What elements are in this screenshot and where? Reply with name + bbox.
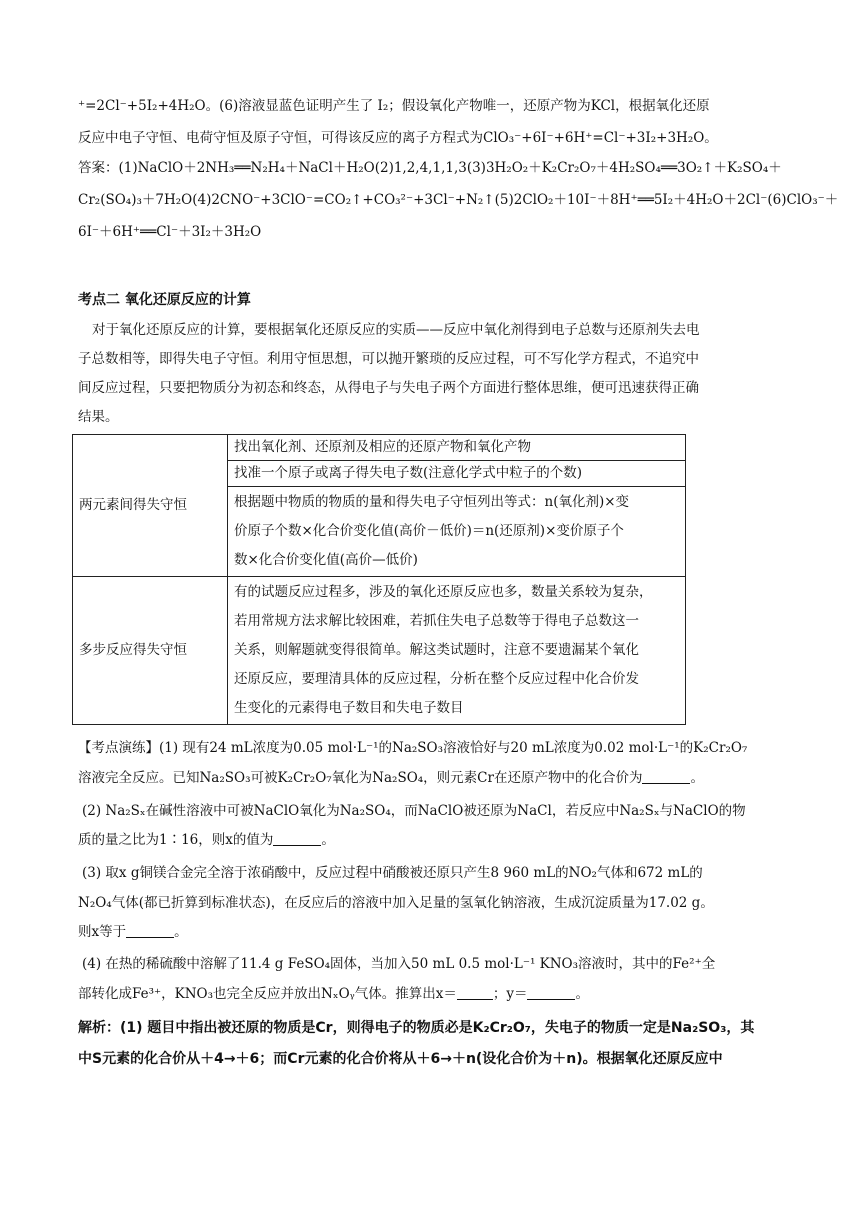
- answer-blank[interactable]: [126, 923, 174, 938]
- table-cell: [228, 577, 686, 725]
- practice-q2-end: 。: [321, 832, 335, 848]
- intro-line-2: 反应中电子守恒、电荷守恒及原子守恒，可得该反应的离子方程式为ClO₃⁻+6I⁻+6H⁺=Cl⁻+3I₂+3H₂O。: [78, 130, 718, 146]
- practice-q3-line-3: [78, 922, 784, 942]
- practice-q1-line-2: [78, 768, 784, 788]
- answer-line-3: 6I⁻＋6H⁺══Cl⁻＋3I₂＋3H₂O: [78, 224, 262, 240]
- cell-line: 根据题中物质的物质的量和得失电子守恒列出等式：n(氧化剂)×变: [234, 494, 630, 510]
- table-row: [73, 435, 686, 461]
- answer-blank[interactable]: [273, 831, 321, 846]
- cell-line: 若用常规方法求解比较困难，若抓住失电子总数等于得电子总数这一: [234, 613, 639, 629]
- section-paragraph-line-4: 结果。: [78, 409, 119, 425]
- table-row: [73, 577, 686, 725]
- practice-q3-text: 则x等于: [78, 924, 127, 940]
- row-label-multi-step: 多步反应得失守恒: [73, 577, 228, 725]
- table-cell: 找准一个原子或离子得失电子数(注意化学式中粒子的个数): [228, 461, 686, 487]
- practice-q4-line-1: (4) 在热的稀硫酸中溶解了11.4 g FeSO₄固体，当加入50 mL 0.5 mol·L⁻¹ KNO₃溶液时，其中的Fe²⁺全: [82, 956, 716, 972]
- practice-q2-text: 质的量之比为1∶16，则x的值为: [78, 832, 274, 848]
- answer-blank-y[interactable]: [527, 985, 575, 1000]
- practice-q2-line-1: (2) Na₂Sₓ在碱性溶液中可被NaClO氧化为Na₂SO₄，而NaClO被还原为NaCl，若反应中Na₂Sₓ与NaClO的物: [82, 803, 746, 819]
- cell-line: 有的试题反应过程多，涉及的氧化还原反应也多，数量关系较为复杂，: [234, 584, 653, 600]
- answer-line-1: 答案：(1)NaClO＋2NH₃══N₂H₄＋NaCl＋H₂O(2)1,2,4,1,1,3(3)3H₂O₂＋K₂Cr₂O₇＋4H₂SO₄══3O₂↑＋K₂SO₄＋: [78, 160, 782, 176]
- cell-line: 价原子个数×化合价变化值(高价－低价)＝n(还原剂)×变价原子个: [234, 523, 624, 539]
- row-label-two-elements: 两元素间得失守恒: [73, 435, 228, 577]
- practice-q2-line-2: [78, 830, 784, 850]
- table-cell: [228, 487, 686, 577]
- answer-line-2: Cr₂(SO₄)₃＋7H₂O(4)2CNO⁻+3ClO⁻=CO₂↑+CO₃²⁻+3Cl⁻+N₂↑(5)2ClO₂＋10I⁻＋8H⁺══5I₂＋4H₂O＋2Cl⁻(6)ClO₃⁻＋: [78, 192, 839, 208]
- section-paragraph-line-3: 间反应过程，只要把物质分为初态和终态，从得电子与失电子两个方面进行整体思维，便可迅速获得正确: [78, 380, 699, 396]
- analysis-line-1: 解析：(1) 题目中指出被还原的物质是Cr，则得电子的物质必是K₂Cr₂O₇，失电子的物质一定是Na₂SO₃，其: [78, 1020, 755, 1036]
- practice-q4-line-2: [78, 984, 784, 1004]
- practice-q1-end: 。: [690, 770, 704, 786]
- answer-blank[interactable]: [642, 769, 690, 784]
- practice-q3-line-2: N₂O₄气体(都已折算到标准状态)，在反应后的溶液中加入足量的氢氧化钠溶液，生成沉淀质量为17.02 g。: [78, 895, 714, 911]
- practice-q4-end: 。: [575, 986, 589, 1002]
- method-table: [72, 434, 686, 725]
- cell-line: 数×化合价变化值(高价—低价): [234, 552, 418, 568]
- table-cell: 找出氧化剂、还原剂及相应的还原产物和氧化产物: [228, 435, 686, 461]
- answer-blank-x[interactable]: [457, 985, 493, 1000]
- cell-line: 关系，则解题就变得很简单。解这类试题时，注意不要遗漏某个氧化: [234, 642, 639, 658]
- cell-line: 还原反应，要理清具体的反应过程，分析在整个反应过程中化合价发: [234, 671, 639, 687]
- practice-q4-mid: ；y＝: [492, 986, 528, 1002]
- analysis-line-2: 中S元素的化合价从＋4→＋6；而Cr元素的化合价将从＋6→＋n(设化合价为＋n)。根据氧化还原反应中: [78, 1051, 723, 1067]
- practice-q4-text: 部转化成Fe³⁺，KNO₃也完全反应并放出NₓOᵧ气体。推算出x＝: [78, 986, 457, 1002]
- section-paragraph-line-2: 子总数相等，即得失电子守恒。利用守恒思想，可以抛开繁琐的反应过程，可不写化学方程式，不追究中: [78, 351, 699, 367]
- practice-q1-line-1: 【考点演练】(1) 现有24 mL浓度为0.05 mol·L⁻¹的Na₂SO₃溶液恰好与20 mL浓度为0.02 mol·L⁻¹的K₂Cr₂O₇: [78, 740, 748, 756]
- practice-q1-text: 溶液完全反应。已知Na₂SO₃可被K₂Cr₂O₇氧化为Na₂SO₄，则元素Cr在还原产物中的化合价为: [78, 770, 643, 786]
- section-title: 考点二 氧化还原反应的计算: [78, 292, 251, 308]
- section-paragraph-line-1: 对于氧化还原反应的计算，要根据氧化还原反应的实质——反应中氧化剂得到电子总数与还原剂失去电: [92, 322, 700, 338]
- practice-q3-end: 。: [174, 924, 188, 940]
- practice-q3-line-1: (3) 取x g铜镁合金完全溶于浓硝酸中，反应过程中硝酸被还原只产生8 960 mL的NO₂气体和672 mL的: [82, 865, 703, 881]
- intro-line-1: ⁺=2Cl⁻+5I₂+4H₂O。(6)溶液显蓝色证明产生了 I₂；假设氧化产物唯一，还原产物为KCl，根据氧化还原: [78, 98, 710, 114]
- cell-line: 生变化的元素得电子数目和失电子数目: [234, 700, 464, 716]
